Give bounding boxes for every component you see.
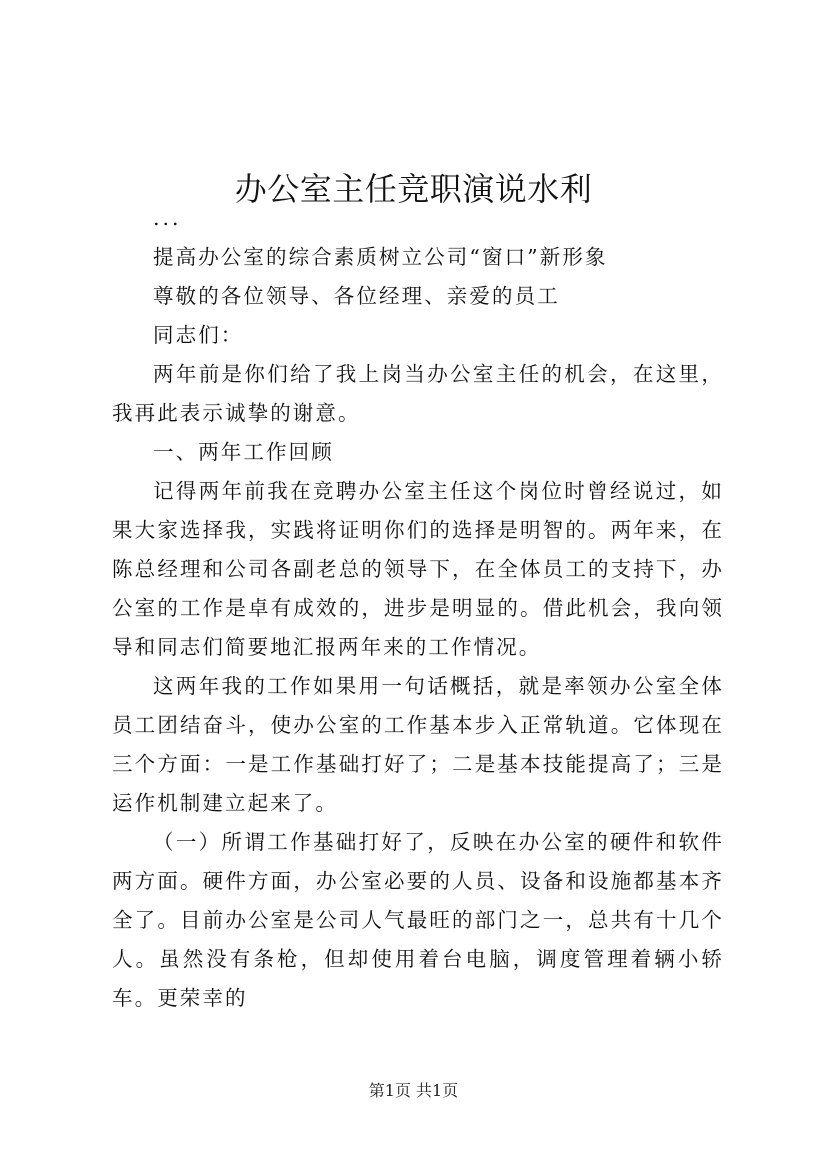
foundation-paragraph: （一）所谓工作基础打好了，反映在办公室的硬件和软件两方面。硬件方面，办公室必要的人员、设备和设施都基本齐全了。目前办公室是公司人气最旺的部门之一，总共有十几个人。虽然没有条枪，但却使用着台电脑，调度管理着辆小轿车。更荣幸的 — [112, 830, 724, 1010]
review-paragraph: 记得两年前我在竞聘办公室主任这个岗位时曾经说过，如果大家选择我，实践将证明你们的选择是明智的。两年来，在陈总经理和公司各副老总的领导下，在全体员工的支持下，办公室的工作是卓有成效的，进步是明显的。借此机会，我向领导和同志们简要地汇报两年来的工作情况。 — [112, 479, 724, 659]
section-heading: 一、两年工作回顾 — [153, 440, 334, 464]
thanks-paragraph: 两年前是你们给了我上岗当办公室主任的机会，在这里，我再此表示诚挚的谢意。 — [112, 362, 724, 425]
salutation-paragraph: 尊敬的各位领导、各位经理、亲爱的员工 — [153, 284, 560, 308]
salutation-continuation: 同志们： — [153, 323, 244, 347]
summary-paragraph: 这两年我的工作如果用一句话概括，就是率领办公室全体员工团结奋斗，使办公室的工作基本步入正常轨道。它体现在三个方面：一是工作基础打好了；二是基本技能提高了；三是运作机制建立起来了。 — [112, 674, 724, 815]
subtitle-paragraph: 提高办公室的综合素质树立公司“窗口”新形象 — [153, 245, 608, 269]
page-footer: 第1页 共1页 — [368, 1081, 459, 1100]
ellipsis-paragraph: ... — [153, 206, 182, 230]
document-body — [112, 199, 724, 1018]
document-title: 办公室主任竞职演说水利 — [234, 170, 593, 209]
